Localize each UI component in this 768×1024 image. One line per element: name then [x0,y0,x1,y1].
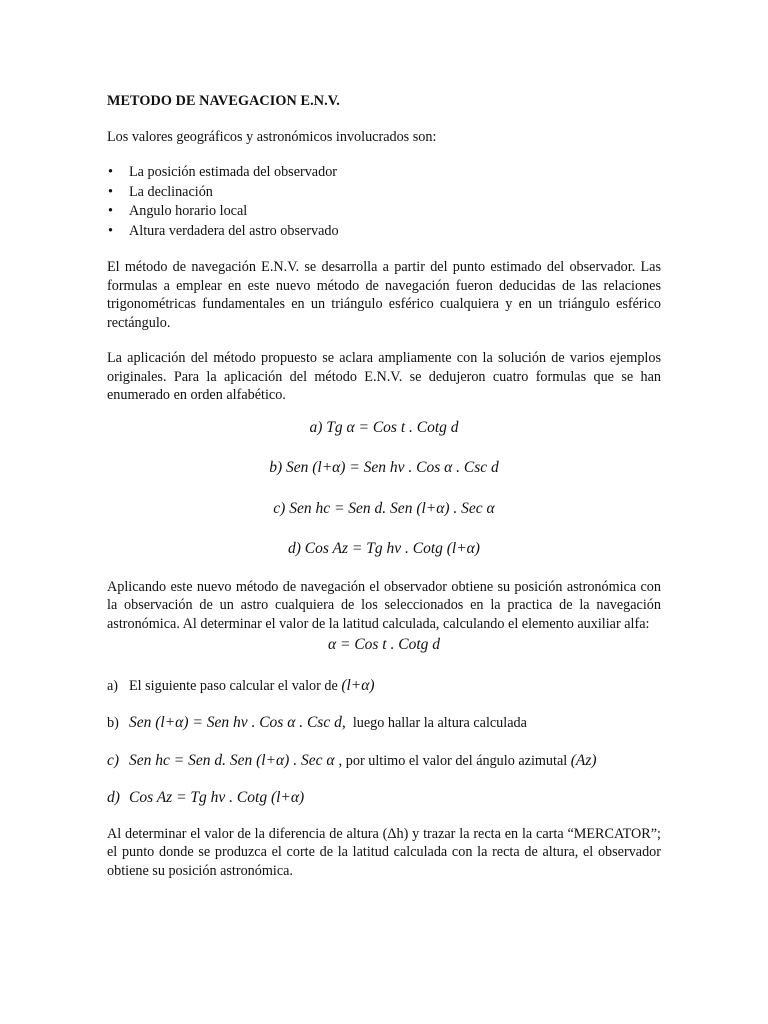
list-item: • Altura verdadera del astro observado [107,222,661,242]
alpha-formula: α = Cos t . Cotg d [327,636,441,653]
document-page [107,92,661,880]
values-list [107,163,661,241]
bullet-icon: • [108,222,113,239]
list-item: • La declinación [107,183,661,203]
formula-b: b) Sen (l+α) = Sen hv . Cos α . Csc d [269,459,499,476]
list-item: • La posición estimada del observador [107,163,661,183]
bullet-icon: • [108,203,113,219]
document-title: METODO DE NAVEGACION E.N.V. [107,93,340,109]
formula-d: d) Cos Az = Tg hv . Cotg (l+α) [288,540,480,557]
bullet-icon: • [108,164,113,180]
bullet-icon: • [108,183,113,200]
formula-c: c) Sen hc = Sen d. Sen (l+α) . Sec α [273,499,495,517]
step-a: a) El siguiente paso calcular el valor de (l+α) [107,676,375,694]
paragraph-conclusion: Al determinar el valor de la diferencia de altura (Δh) y trazar la recta en la carta “MERCATOR”; el punto donde se produzca el corte de la latitud calculada con la recta de altura, el observador obtiene su posición astronómica. [107,825,661,879]
paragraph-method: El método de navegación E.N.V. se desarrolla a partir del punto estimado del observador. Las formulas a emplear en este nuevo método de navegación fueron deducidas de las relaciones trigonométricas fundamentales en un triángulo esférico cualquiera y en un triángulo esférico rectángulo. [107,259,661,331]
list-item: • Angulo horario local [107,202,661,222]
formula-a: a) Tg α = Cos t . Cotg d [309,418,459,436]
intro-text: Los valores geográficos y astronómicos involucrados son: [107,128,437,145]
step-b: b) Sen (l+α) = Sen hv . Cos α . Csc d, luego hallar la altura calculada [107,714,527,731]
paragraph-applying: Aplicando este nuevo método de navegación el observador obtiene su posición astronómica con la observación de un astro cualquiera de los seleccionados en la practica de la navegación astronómica. Al determinar el valor de la latitud calculada, calculando el elemento auxiliar alfa: [107,578,661,632]
step-d: d) Cos Az = Tg hv . Cotg (l+α) [107,789,305,806]
paragraph-application: La aplicación del método propuesto se aclara ampliamente con la solución de varios ejemplos originales. Para la aplicación del método E.N.V. se dedujeron cuatro formulas que se han enumerado en orden alfabético. [107,350,661,403]
step-c: c) Sen hc = Sen d. Sen (l+α) . Sec α , por ultimo el valor del ángulo azimutal (Az) [107,751,597,769]
